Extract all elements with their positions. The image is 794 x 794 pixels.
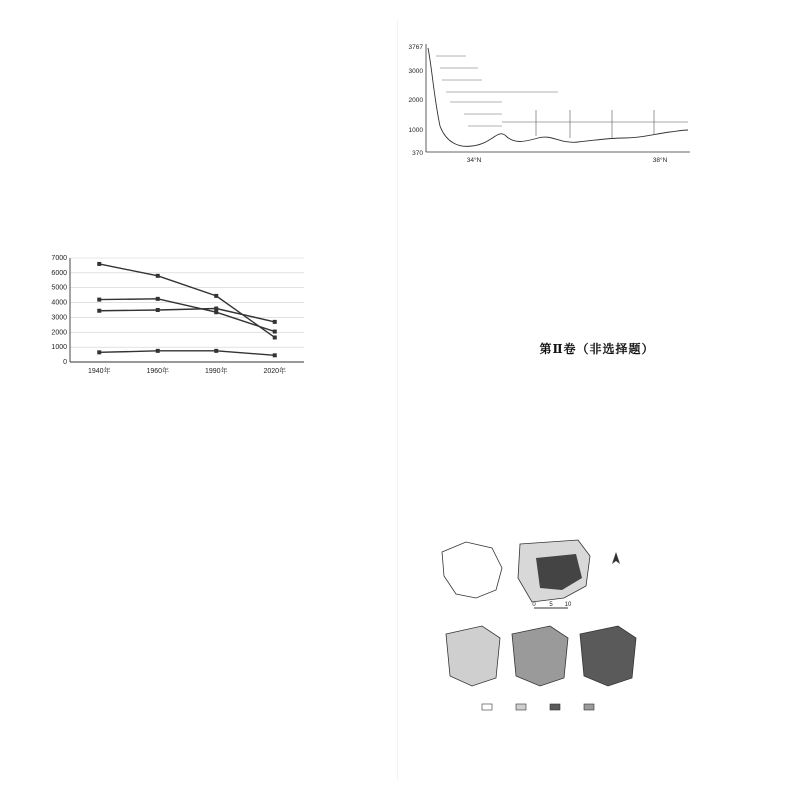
profile-axis-value: 1000 (408, 127, 423, 134)
chart-data-point (273, 320, 277, 324)
profile-latitude-label: 34°N (466, 157, 482, 164)
legend-swatch (516, 704, 526, 710)
tidal-creek-map-3 (580, 626, 636, 686)
chart-y-tick-label: 2000 (51, 329, 67, 337)
legend-swatch (482, 704, 492, 710)
chart-data-point (273, 335, 277, 339)
coastline-length-chart-svg (42, 240, 352, 388)
chart-data-point (97, 298, 101, 302)
chart-data-point (214, 349, 218, 353)
chart-y-tick-label: 4000 (51, 299, 67, 307)
profile-axis-value: 2000 (408, 97, 423, 104)
profile-axis-value: 3767 (408, 44, 423, 51)
coastline-length-chart (42, 240, 352, 388)
column-divider (397, 20, 398, 780)
profile-axis-value: 3000 (408, 68, 423, 75)
legend-swatch (584, 704, 594, 710)
chart-y-tick-label: 6000 (51, 269, 67, 277)
chart-series-line (99, 309, 275, 322)
profile-latitude-label: 38°N (652, 157, 668, 164)
legend-swatch (550, 704, 560, 710)
terrain-profile-line (428, 48, 688, 146)
chart-x-tick-label: 1990年 (204, 368, 228, 375)
profile-axis-value: 370 (412, 150, 423, 157)
chart-data-point (214, 294, 218, 298)
chart-x-tick-labels (88, 366, 286, 375)
province-outline-map (442, 542, 502, 598)
chart-series-line (99, 264, 275, 338)
chart-x-tick-label: 1940年 (87, 368, 111, 375)
chart-data-point (273, 353, 277, 357)
chart-data-point (273, 330, 277, 334)
chart-data-point (97, 350, 101, 354)
chart-data-point (97, 309, 101, 313)
chart-data-point (214, 310, 218, 314)
chart-y-tick-label: 7000 (51, 255, 67, 262)
scale-bar-value: 0 (532, 602, 536, 608)
chart-data-point (156, 274, 160, 278)
section-heading: 第Ⅱ卷（非选择题） (539, 342, 655, 356)
chart-data-point (156, 349, 160, 353)
chart-data-point (97, 262, 101, 266)
map-legend (482, 704, 594, 710)
tidal-creek-map-2 (512, 626, 568, 686)
chart-series-lines (97, 262, 277, 357)
scale-bar-value: 5 (549, 602, 553, 608)
chart-x-tick-label: 2020年 (263, 368, 287, 375)
tidal-creek-maps-svg (436, 538, 648, 720)
scale-bar-value: 10 (564, 602, 572, 608)
chart-data-point (156, 308, 160, 312)
north-arrow-icon (612, 552, 620, 564)
chart-y-tick-label: 0 (63, 359, 67, 366)
chart-y-tick-label: 5000 (51, 284, 67, 292)
tidal-creek-map-1 (446, 626, 500, 686)
chart-y-tick-label: 1000 (51, 344, 67, 352)
vegetation-layer-lines (436, 56, 558, 126)
vegetation-profile-diagram (402, 38, 694, 166)
chart-data-point (156, 297, 160, 301)
chart-y-tick-label: 3000 (51, 314, 67, 322)
tidal-creek-maps (436, 538, 648, 720)
scale-bar (532, 602, 572, 608)
chart-x-tick-label: 1960年 (146, 368, 170, 375)
chart-y-tick-labels (51, 255, 67, 366)
chart-series-line (99, 351, 275, 355)
vegetation-profile-svg (402, 38, 694, 166)
chart-data-point (214, 307, 218, 311)
